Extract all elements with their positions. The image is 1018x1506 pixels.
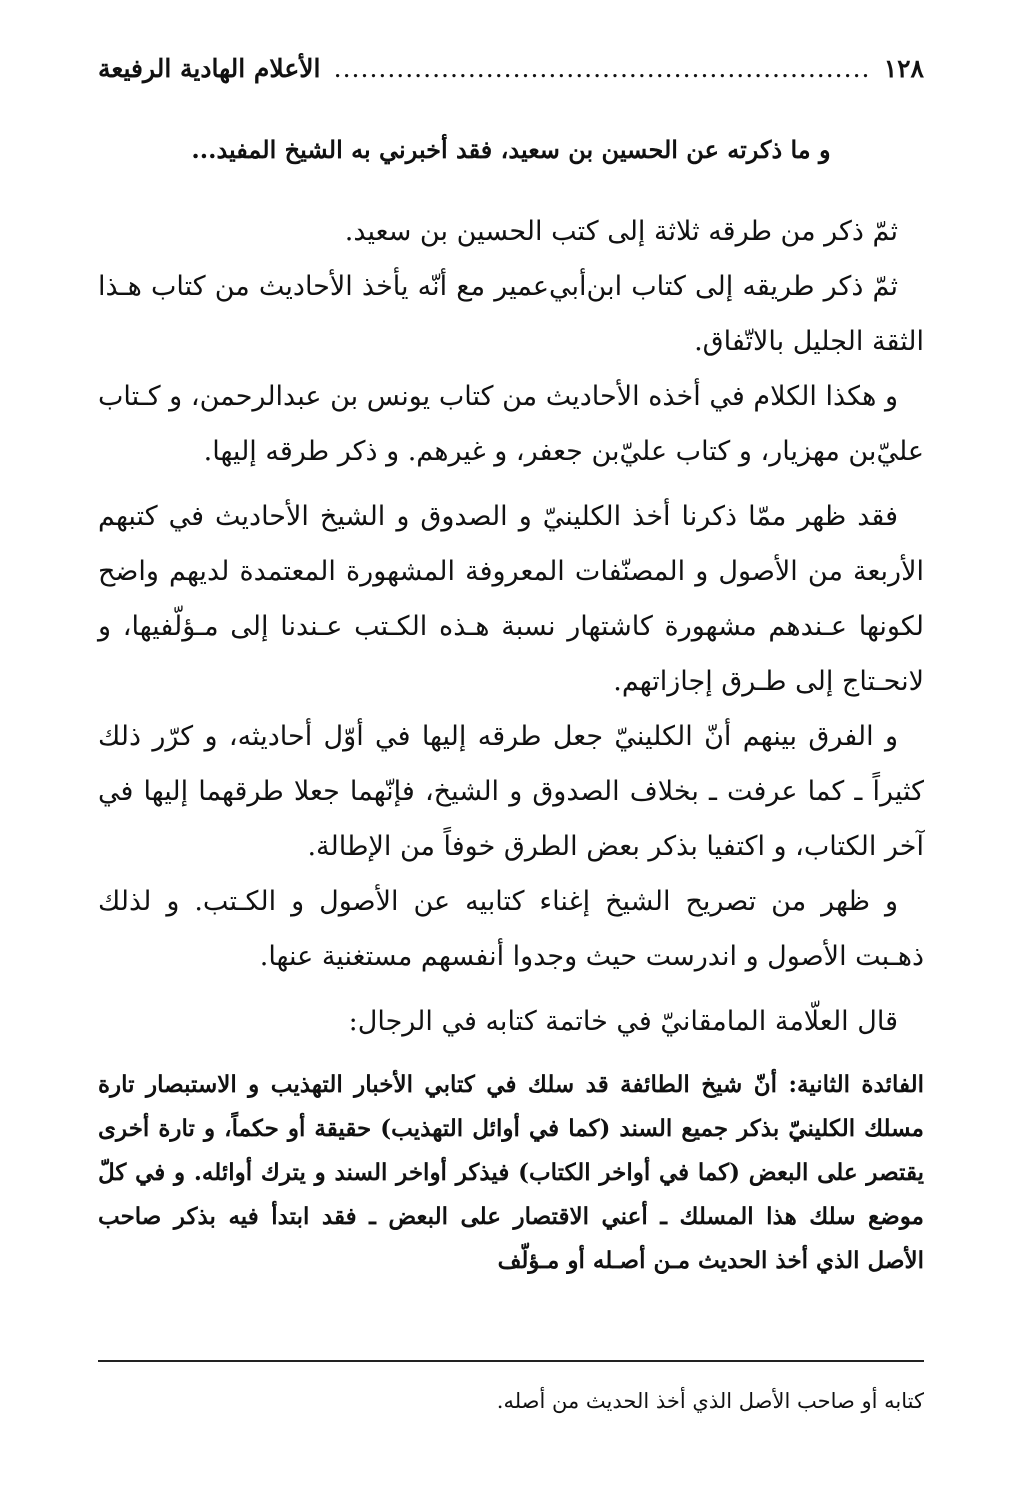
paragraph-3: و هكذا الكلام في أخذه الأحاديث من كتاب يونس بن عبدالرحمن، و كـتاب عليّ‌بن مهزيار، و كتاب عليّ‌بن جعفر، و غيرهم. و ذكر طرقه إليها. — [98, 381, 924, 467]
intro-line: و ما ذكرته عن الحسين بن سعيد، فقد أخبرني به الشيخ المفيد... — [191, 135, 831, 164]
main-text — [98, 130, 924, 1283]
paragraph-7: قال العلّامة المامقانيّ في خاتمة كتابه في الرجال: — [348, 1006, 898, 1037]
page-number: ١٢٨ — [883, 54, 924, 83]
page-header — [98, 54, 924, 94]
footnote-separator — [98, 1360, 924, 1362]
paragraph-4: فقد ظهر ممّا ذكرنا أخذ الكلينيّ و الصدوق و الشيخ الأحاديث في كتبهم الأربعة من الأصول و المصنّفات المعروفة المشهورة المعتمدة لديهم واضح لكونها عـندهم مشهورة كاشتهار نسبة هـذه الكـتب عـندنا إلى مـؤلّفيها، و لانحـتاج إلى طـرق إجازاتهم. — [98, 501, 924, 697]
paragraph-1: ثمّ ذكر من طرقه ثلاثة إلى كتب الحسين بن سعيد. — [344, 216, 898, 247]
paragraph-5: و الفرق بينهم أنّ الكلينيّ جعل طرقه إليها في أوّل أحاديثه، و كرّر ذلك كثيراً ـ كما عرفت ـ بخلاف الصدوق و الشيخ، فإنّهما جعلا طرقهما إليها في آخر الكتاب، و اكتفيا بذكر بعض الطرق خوفاً من الإطالة. — [98, 721, 924, 862]
header-leader-dots: ............................................................ — [333, 54, 871, 83]
running-title: الأعلام الهادية الرفيعة — [98, 54, 321, 83]
paragraph-6: و ظهر من تصريح الشيخ إغناء كتابيه عن الأصول و الكـتب. و لذلك ذهـبت الأصول و اندرست حيث وجدوا أنفسهم مستغنية عنها. — [98, 886, 924, 972]
quoted-passage: الفائدة الثانية: أنّ شيخ الطائفة قد سلك في كتابي الأخبار التهذيب و الاستبصار تارة مسلك الكلينيّ بذكر جميع السند (كما في أوائل التهذيب) حقيقة أو حكماً، و تارة أخرى يقتصر على البعض (كما في أواخر الكتاب) فيذكر أواخر السند و يترك أوائله. و في كلّ موضع سلك هذا المسلك ـ أعني الاقتصار على البعض ـ فقد ابتدأ فيه بذكر صاحب الأصل الذي أخذ الحديث مـن أصـله أو مـؤلّف — [98, 1071, 924, 1274]
footnote: كتابه أو صاحب الأصل الذي أخذ الحديث من أصله. — [496, 1389, 924, 1413]
book-page — [98, 40, 924, 1480]
paragraph-2: ثمّ ذكر طريقه إلى كتاب ابن‌أبي‌عمير مع أنّه يأخذ الأحاديث من كتاب هـذا الثقة الجليل بالاتّفاق. — [98, 271, 924, 357]
